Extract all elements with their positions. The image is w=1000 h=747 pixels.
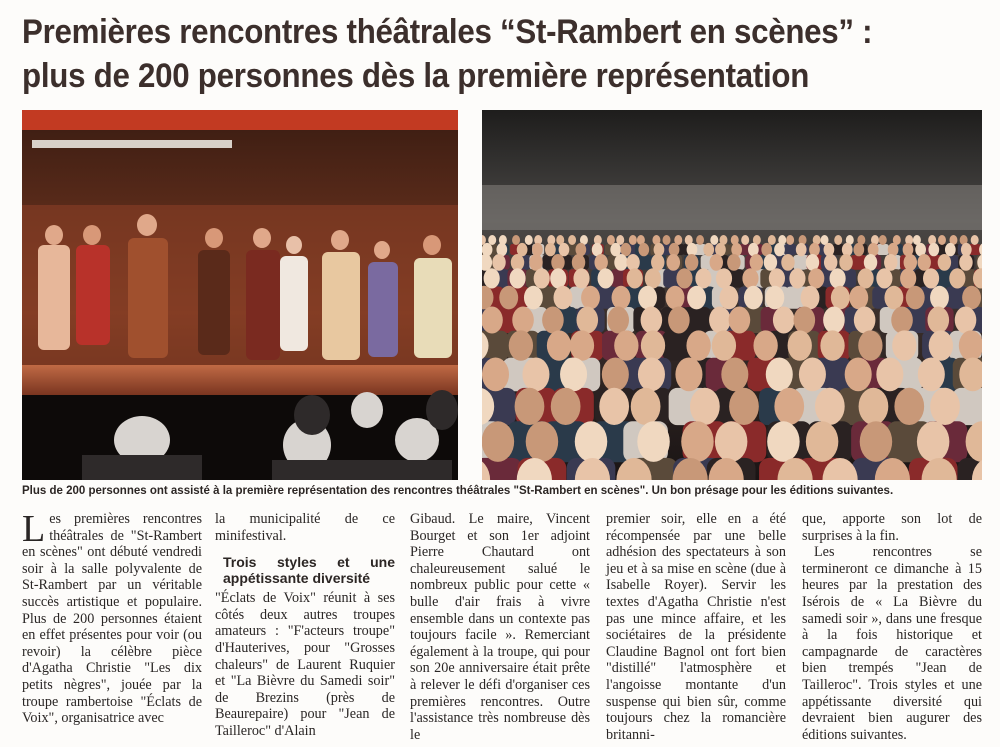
audience-member-head	[767, 421, 799, 462]
audience-member-head	[638, 243, 649, 256]
audience-member-head	[971, 235, 979, 245]
audience-member-head	[959, 330, 982, 360]
audience-member-body	[784, 244, 796, 255]
audience-member-head	[581, 286, 600, 310]
article-column-2	[215, 511, 395, 740]
audience-member-head	[651, 254, 664, 271]
audience-member-head	[742, 268, 758, 288]
audience-member-head	[765, 286, 784, 310]
audience-member-head	[524, 286, 543, 310]
audience-member-head	[721, 358, 748, 392]
audience-member-head	[820, 330, 844, 360]
audience-member-head	[525, 235, 533, 245]
audience-member-head	[750, 254, 763, 271]
audience-member-head	[522, 358, 549, 392]
audience-member-head	[551, 254, 564, 271]
audience-member-head	[864, 254, 877, 271]
audience-member-head	[796, 243, 807, 256]
audience-member-head	[666, 286, 685, 310]
audience-member-head	[860, 421, 892, 462]
audience-member-head	[607, 307, 629, 334]
article-column-3	[410, 511, 590, 743]
audience-member-head	[949, 268, 965, 288]
audience-member-head	[808, 268, 824, 288]
audience-member-head	[854, 307, 876, 334]
audience-member-head	[923, 268, 939, 288]
audience-member-head	[696, 235, 704, 245]
audience-member-head	[900, 268, 916, 288]
audience-member-head	[570, 330, 594, 360]
audience-member-head	[879, 235, 887, 245]
audience-member-head	[499, 286, 518, 310]
audience-member-head	[599, 388, 629, 425]
audience-member-head	[831, 286, 850, 310]
audience-member-head	[547, 330, 571, 360]
audience-member-head	[794, 307, 816, 334]
audience-member-head	[645, 268, 661, 288]
audience-member-head	[789, 268, 805, 288]
article-text: premier soir, elle en a été récompensée par une belle adhésion des spectateurs à son jeu et à sa mise en scène (due à Isabelle Royer). Servir les textes d'Agatha Christie n'est pas une mince affaire, et les sociétaires de la présidente Claudine Bagnol ont fort bien "distillé" l'atmosphère et l'angoisse montante d'un suspense qui bien sûr, comme toujours chez la romancière britanni-	[606, 511, 786, 743]
audience-member-body	[877, 244, 889, 255]
audience-member-head	[576, 307, 598, 334]
audience-member-head	[799, 358, 826, 392]
article-text: Les rencontres se termineront ce dimanche à 15 heures par la prestation des Isérois de « La Bièvre du samedi soir », dans une fresque à la fois historique et campagnarde de caractères bien trempés "Jean de Tailleroc". Trois styles et une appétissante diversité qui devraient bien augurer des éditions suivantes.	[802, 544, 982, 743]
audience-member-head	[710, 235, 718, 245]
audience-member-head	[839, 254, 852, 271]
audience-member-head	[638, 358, 665, 392]
audience-member-head	[492, 254, 505, 271]
audience-member-head	[753, 330, 777, 360]
audience-member-head	[849, 286, 868, 310]
audience-member-head	[830, 268, 846, 288]
audience-member-head	[512, 235, 520, 245]
crowd-heads	[482, 235, 982, 480]
audience-member-head	[801, 286, 820, 310]
audience-member-head	[712, 330, 736, 360]
drop-cap: L	[22, 508, 46, 550]
audience-member-head	[815, 388, 845, 425]
audience-member-head	[858, 330, 882, 360]
audience-member-head	[614, 330, 638, 360]
audience-member-head	[824, 243, 835, 256]
audience-member-head	[788, 330, 812, 360]
audience-member-head	[894, 388, 924, 425]
audience-member-head	[534, 268, 550, 288]
article-column-1	[22, 508, 202, 727]
audience-member-head	[806, 254, 819, 271]
audience-member-head	[766, 358, 793, 392]
audience-member-head	[773, 307, 795, 334]
audience-member-head	[945, 243, 956, 256]
audience-member-head	[686, 330, 710, 360]
audience-member-head	[715, 421, 747, 462]
audience-member-head	[614, 254, 627, 271]
audience-member-head	[482, 243, 492, 256]
audience-member-head	[695, 268, 711, 288]
audience-member-head	[529, 254, 542, 271]
audience-member-head	[927, 307, 949, 334]
audience-member-head	[511, 254, 524, 271]
audience-member-head	[834, 235, 842, 245]
audience-member-head	[764, 254, 777, 271]
audience-member-head	[509, 268, 525, 288]
audience-member-head	[938, 254, 951, 271]
audience-member-head	[626, 254, 639, 271]
audience-member-head	[676, 268, 692, 288]
audience-member-head	[930, 286, 949, 310]
audience-member-head	[482, 358, 509, 392]
headline-line-1: Premières rencontres théâtrales “St-Rambert en scènes” :	[22, 13, 873, 51]
audience-member-head	[545, 243, 556, 256]
subheading: Trois styles et une appétissante diversité	[223, 554, 395, 587]
photo-caption: Plus de 200 personnes ont assisté à la première représentation des rencontres théâtrales "St-Rambert en scènes". Un bon présage pour les éditions suivantes.	[22, 485, 894, 497]
audience-member-head	[703, 243, 714, 256]
audience-member-head	[709, 307, 731, 334]
audience-member-head	[631, 388, 661, 425]
audience-member-head	[560, 358, 587, 392]
audience-member-head	[663, 235, 671, 245]
audience-member-head	[876, 268, 892, 288]
audience-member-head	[938, 235, 946, 245]
audience-member-head	[550, 268, 566, 288]
audience-member-head	[681, 421, 713, 462]
audience-member-head	[904, 254, 917, 271]
audience-member-head	[918, 358, 945, 392]
audience-member-head	[484, 268, 500, 288]
audience-member-head	[962, 286, 981, 310]
audience-member-head	[482, 307, 503, 334]
audience-member-head	[594, 254, 607, 271]
audience-member-head	[955, 307, 977, 334]
audience-member-head	[781, 254, 794, 271]
audience-member-head	[612, 286, 631, 310]
audience-member-head	[729, 307, 751, 334]
audience-member-head	[891, 307, 913, 334]
audience-member-head	[526, 421, 558, 462]
article-text: que, apporte son lot de surprises à la fin.	[802, 511, 982, 544]
audience-member-head	[823, 307, 845, 334]
audience-member-head	[685, 254, 698, 271]
audience-member-head	[512, 307, 534, 334]
audience-member-head	[687, 286, 706, 310]
audience-member-head	[572, 254, 585, 271]
audience-photo-illustration	[482, 110, 982, 480]
audience-member-head	[859, 388, 889, 425]
audience-member-head	[641, 330, 665, 360]
audience-photo	[482, 110, 982, 480]
audience-member-head	[568, 235, 576, 245]
audience-member-head	[929, 330, 953, 360]
audience-member-head	[744, 286, 763, 310]
audience-member-head	[668, 307, 690, 334]
audience-member-head	[575, 421, 607, 462]
audience-member-head	[727, 254, 740, 271]
audience-member-head	[774, 388, 804, 425]
audience-member-head	[959, 254, 972, 271]
audience-member-head	[602, 358, 629, 392]
audience-member-head	[710, 254, 723, 271]
audience-member-head	[729, 388, 759, 425]
audience-member-head	[559, 243, 570, 256]
audience-member-head	[917, 254, 930, 271]
stage-photo	[22, 110, 458, 480]
audience-member-head	[786, 235, 794, 245]
audience-member-head	[515, 388, 545, 425]
audience-member-head	[769, 268, 785, 288]
audience-member-head	[892, 330, 916, 360]
audience-member-head	[858, 268, 874, 288]
audience-member-head	[768, 235, 776, 245]
audience-member-head	[853, 243, 864, 256]
audience-member-head	[906, 286, 925, 310]
audience-member-head	[554, 286, 573, 310]
audience-member-head	[884, 286, 903, 310]
audience-member-head	[629, 235, 637, 245]
article-text: Gibaud. Le maire, Vincent Bourget et son 1er adjoint Pierre Chautard ont chaleureusement salué le nombreux public pour cette « bulle d'air frais à vivre ensemble dans un contexte pas toujours facile ». Remerciant également à la troupe, qui pour son 20e anniversaire était prête à relever le défi d'organiser ces premières rencontres. Outre l'assistance très nombreuse dès le	[410, 511, 590, 743]
audience-member-head	[806, 421, 838, 462]
article-column-5	[802, 511, 982, 743]
audience-member-head	[928, 243, 939, 256]
headline-line-2: plus de 200 personnes dès la première représentation	[22, 57, 810, 95]
audience-member-head	[573, 268, 589, 288]
article-text: es premières rencontres théâtrales de "St-Rambert en scènes" ont débuté vendredi soir à la salle polyvalente de St-Rambert par un véritable succès artistique et populaire. Plus de 200 personnes étaient en effet présentes pour voir (ou revoir) la célèbre pièce d'Agatha Christie "Les dix petits nègres", jouée par la troupe rambertoise "Éclats de Voix", organisatrice avec	[22, 511, 202, 727]
audience-member-head	[542, 307, 564, 334]
audience-member-head	[716, 268, 732, 288]
article-text: "Éclats de Voix" réunit à ses côtés deux autres troupes amateurs : "F'acteurs troupe" d'Hauterives, pour "Grosses chaleurs" de Laurent Ruquier et "La Bièvre du Samedi soir" de Brezins (près de Beaurepaire) pour "Jean de Tailleroc" d'Alain	[215, 590, 395, 739]
stage-photo-illustration	[22, 110, 458, 480]
audience-member-head	[637, 421, 669, 462]
audience-member-head	[930, 388, 960, 425]
article-text: la municipalité de ce minifestival.	[215, 511, 395, 544]
audience-member-head	[675, 358, 702, 392]
audience-member-head	[509, 330, 533, 360]
audience-member-head	[774, 243, 785, 256]
headline	[22, 10, 914, 98]
audience-member-head	[638, 286, 657, 310]
article-column-4	[606, 511, 786, 743]
audience-member-head	[488, 235, 496, 245]
audience-member-head	[627, 268, 643, 288]
audience-member-head	[551, 388, 581, 425]
audience-member-head	[598, 268, 614, 288]
audience-member-head	[917, 421, 949, 462]
audience-member-head	[845, 358, 872, 392]
audience-member-head	[482, 421, 514, 462]
audience-member-head	[824, 254, 837, 271]
audience-member-head	[884, 254, 897, 271]
audience-member-head	[741, 235, 749, 245]
audience-member-head	[690, 388, 720, 425]
audience-member-head	[641, 307, 663, 334]
audience-member-head	[876, 358, 903, 392]
audience-member-head	[667, 254, 680, 271]
audience-member-head	[719, 286, 738, 310]
